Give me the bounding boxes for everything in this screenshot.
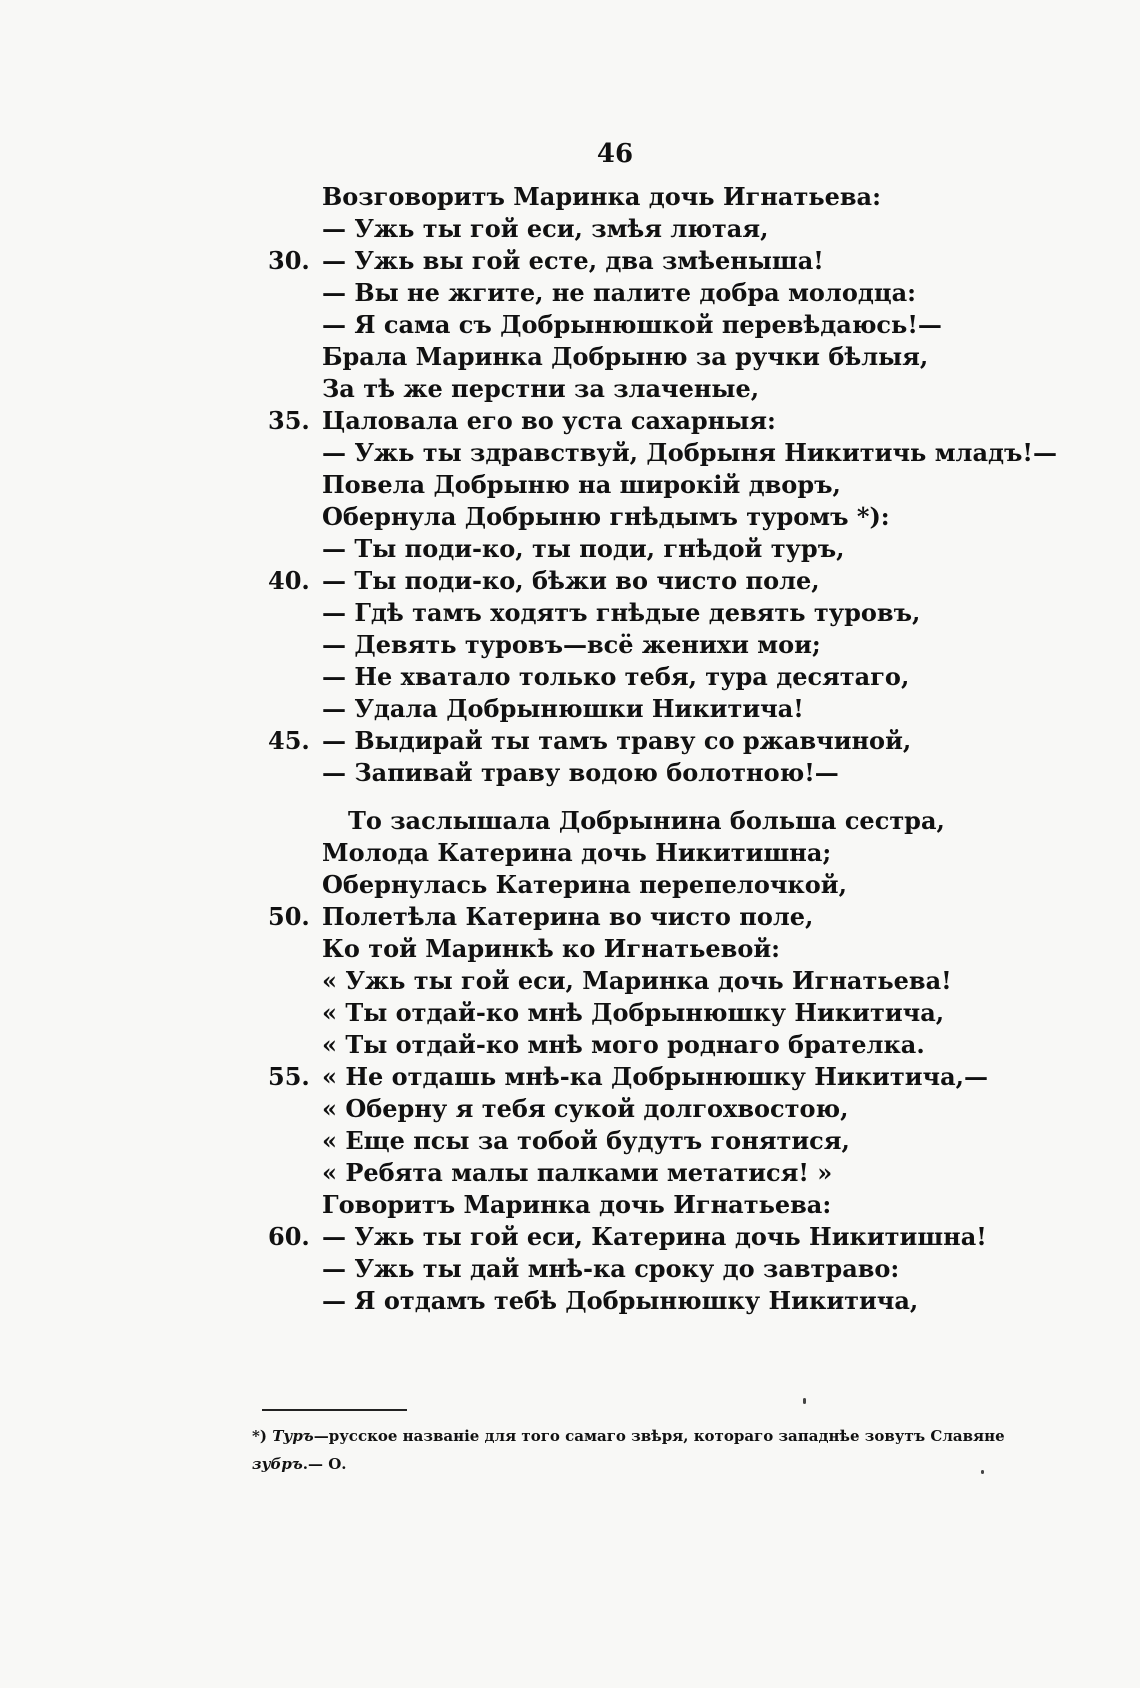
verse-line	[0, 1060, 1000, 1094]
scan-speck	[803, 1398, 806, 1404]
verse-line	[0, 1188, 1000, 1222]
verse-line	[0, 660, 1000, 694]
line-number: 50.	[268, 902, 310, 931]
verse-text: — Гдѣ тамъ ходятъ гнѣдые девять туровъ,	[322, 598, 921, 627]
verse-line	[0, 276, 1000, 310]
verse-text: — Ужь ты дай мнѣ-ка сроку до завтраво:	[322, 1254, 900, 1283]
verse-line	[0, 404, 1000, 438]
verse-text: Обернулась Катерина перепелочкой,	[322, 870, 847, 899]
verse-line	[0, 308, 1000, 342]
verse-text: — Девять туровъ—всё женихи мои;	[322, 630, 821, 659]
verse-line	[0, 1284, 1000, 1318]
verse-text: Брала Маринка Добрыню за ручки бѣлыя,	[322, 342, 929, 371]
verse-line	[0, 212, 1000, 246]
footnote-marker: *)	[252, 1427, 267, 1445]
verse-text: — Ты поди-ко, ты поди, гнѣдой туръ,	[322, 534, 845, 563]
verse-text: « Еще псы за тобой будутъ гонятися,	[322, 1126, 850, 1155]
verse-text: — Удала Добрынюшки Никитича!	[322, 694, 804, 723]
verse-line	[0, 932, 1000, 966]
verse-line	[0, 564, 1000, 598]
verse-line	[0, 500, 1000, 534]
scan-speck	[981, 1470, 984, 1474]
footnote-sign: .— О.	[302, 1455, 347, 1473]
footnote-rule	[262, 1409, 407, 1411]
verse-text: — Выдирай ты тамъ траву со ржавчиной,	[322, 726, 912, 755]
line-number: 40.	[268, 566, 310, 595]
page-number: 46	[596, 139, 634, 169]
verse-text: То заслышала Добрынина больша сестра,	[348, 806, 945, 835]
verse-line	[0, 340, 1000, 374]
verse-line	[0, 996, 1000, 1030]
verse-text: Ко той Маринкѣ ко Игнатьевой:	[322, 934, 781, 963]
verse-text: — Ты поди-ко, бѣжи во чисто поле,	[322, 566, 820, 595]
verse-line	[0, 596, 1000, 630]
verse-text: « Ты отдай-ко мнѣ мого роднаго брателка.	[322, 1030, 925, 1059]
verse-text: — Не хватало только тебя, тура десятаго,	[322, 662, 910, 691]
verse-text: За тѣ же перстни за злаченые,	[322, 374, 760, 403]
verse-line	[0, 180, 1000, 214]
verse-text: — Ужь ты гой еси, змѣя лютая,	[322, 214, 769, 243]
verse-line	[0, 1028, 1000, 1062]
verse-text: Полетѣла Катерина во чисто поле,	[322, 902, 814, 931]
verse-line	[0, 836, 1000, 870]
verse-text: — Вы не жгите, не палите добра молодца:	[322, 278, 916, 307]
verse-text: « Ужь ты гой еси, Маринка дочь Игнатьева!	[322, 966, 952, 995]
footnote-term: Туръ	[272, 1427, 314, 1445]
line-number: 35.	[268, 406, 310, 435]
verse-line	[0, 436, 1057, 470]
verse-text: Возговоритъ Маринка дочь Игнатьева:	[322, 182, 881, 211]
verse-text: — Ужь ты гой еси, Катерина дочь Никитишна!	[322, 1222, 987, 1251]
verse-text: Цаловала его во уста сахарныя:	[322, 406, 776, 435]
verse-text: Обернула Добрыню гнѣдымъ туромъ *):	[322, 502, 890, 531]
verse-line	[0, 532, 1000, 566]
verse-line	[0, 1092, 1000, 1126]
footnote	[252, 1422, 1032, 1478]
verse-line	[0, 756, 1000, 790]
verse-text: Говоритъ Маринка дочь Игнатьева:	[322, 1190, 832, 1219]
verse-line	[0, 244, 1000, 278]
verse-line	[0, 1156, 1000, 1190]
footnote-term2: зубръ	[252, 1455, 303, 1473]
verse-line	[0, 868, 1000, 902]
footnote-text: —русское названіе для того самаго звѣря, котораго западнѣе зовутъ Славяне	[313, 1427, 1005, 1445]
verse-line	[0, 372, 1000, 406]
verse-line	[0, 964, 1000, 998]
verse-text: — Ужь вы гой есте, два змѣеныша!	[322, 246, 824, 275]
verse-line	[0, 468, 1000, 502]
line-number: 45.	[268, 726, 310, 755]
verse-text: — Я отдамъ тебѣ Добрынюшку Никитича,	[322, 1286, 919, 1315]
verse-line	[0, 628, 1000, 662]
verse-text: Молода Катерина дочь Никитишна;	[322, 838, 832, 867]
verse-line	[0, 1124, 1000, 1158]
verse-line	[0, 692, 1000, 726]
line-number: 30.	[268, 246, 310, 275]
verse-text: — Я сама съ Добрынюшкой перевѣдаюсь!—	[322, 310, 942, 339]
verse-text: — Ужь ты здравствуй, Добрыня Никитичь младъ!—	[322, 438, 1057, 467]
verse-line	[0, 724, 1000, 758]
verse-line	[0, 900, 1000, 934]
verse-line	[0, 1252, 1000, 1286]
verse-text: — Запивай траву водою болотною!—	[322, 758, 839, 787]
verse-line	[0, 1220, 1000, 1254]
line-number: 60.	[268, 1222, 310, 1251]
line-number: 55.	[268, 1062, 310, 1091]
verse-line	[0, 804, 1000, 838]
verse-text: « Ты отдай-ко мнѣ Добрынюшку Никитича,	[322, 998, 945, 1027]
verse-text: Повела Добрыню на широкій дворъ,	[322, 470, 841, 499]
verse-text: « Оберну я тебя сукой долгохвостою,	[322, 1094, 849, 1123]
verse-text: « Не отдашь мнѣ-ка Добрынюшку Никитича,—	[322, 1062, 988, 1091]
verse-text: « Ребята малы палками метатися! »	[322, 1158, 833, 1187]
